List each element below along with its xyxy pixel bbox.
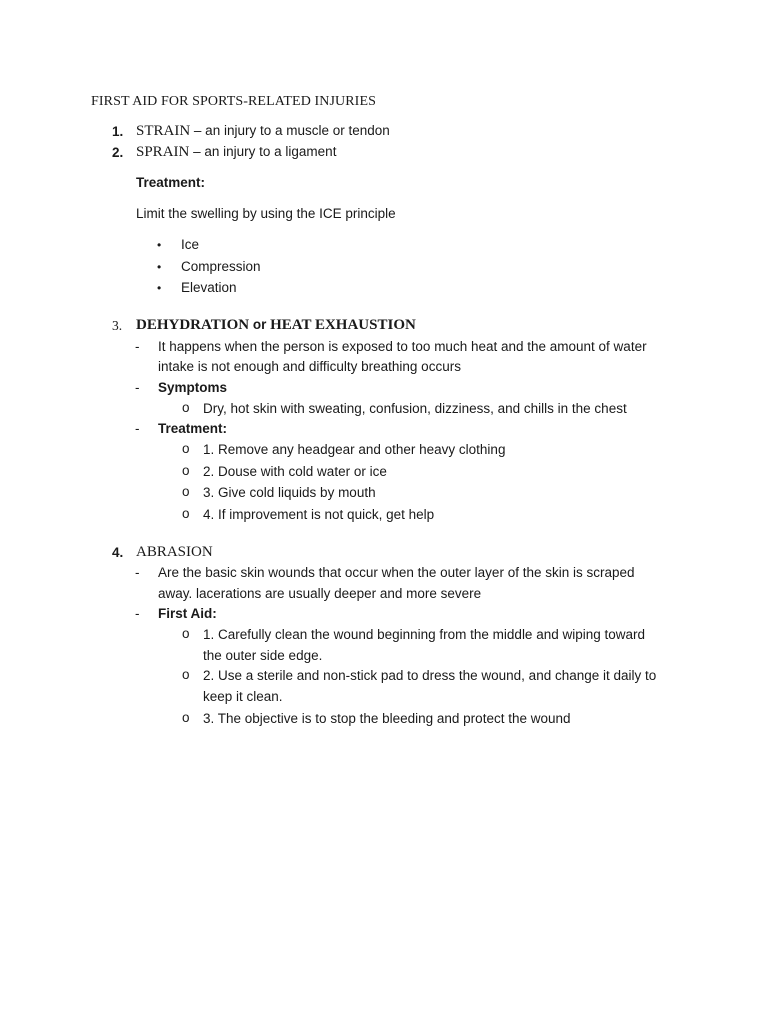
list-number: 4. — [112, 545, 124, 560]
bullet-marker: • — [157, 260, 162, 274]
circle-marker: o — [182, 441, 190, 456]
dash-marker: - — [135, 380, 140, 395]
symptoms-label: Symptoms — [158, 380, 228, 395]
dash-marker: - — [135, 339, 140, 354]
dehydration-term: DEHYDRATION — [136, 317, 250, 333]
sprain-definition — [136, 144, 336, 161]
list-number: 3. — [112, 318, 123, 333]
circle-marker: o — [182, 463, 190, 478]
dehydration-desc-line2: intake is not enough and difficulty breathing occurs — [158, 359, 461, 374]
first-aid-step-2-line1: 2. Use a sterile and non-stick pad to dress the wound, and change it daily to — [203, 668, 657, 683]
circle-marker: o — [182, 484, 190, 499]
first-aid-label: First Aid: — [158, 606, 217, 621]
strain-term: STRAIN — [136, 123, 191, 139]
treatment-step-1: 1. Remove any headgear and other heavy clothing — [203, 442, 506, 457]
dash-marker: - — [135, 565, 140, 580]
heat-exhaustion-term: HEAT EXHAUSTION — [270, 317, 416, 333]
bullet-marker: • — [157, 238, 162, 252]
strain-desc: – an injury to a muscle or tendon — [190, 123, 390, 138]
dash-marker: - — [135, 421, 140, 436]
treatment-step-3: 3. Give cold liquids by mouth — [203, 485, 376, 500]
list-number: 2. — [112, 145, 124, 160]
sprain-term: SPRAIN — [136, 144, 190, 160]
circle-marker: o — [182, 710, 190, 725]
dash-marker: - — [135, 606, 140, 621]
first-aid-step-3-line1: 3. The objective is to stop the bleeding and protect the wound — [203, 711, 571, 726]
abrasion-heading: ABRASION — [136, 544, 213, 560]
abrasion-desc-line2: away. lacerations are usually deeper and more severe — [158, 586, 482, 601]
dehydration-desc-line1: It happens when the person is exposed to too much heat and the amount of water — [158, 339, 647, 354]
dehydration-heading — [136, 317, 416, 334]
bullet-marker: • — [157, 281, 162, 295]
list-number: 1. — [112, 124, 124, 139]
circle-marker: o — [182, 626, 190, 641]
first-aid-step-2-line2: keep it clean. — [203, 689, 283, 704]
sprain-desc: – an injury to a ligament — [189, 144, 337, 159]
abrasion-desc-line1: Are the basic skin wounds that occur when the outer layer of the skin is scraped — [158, 565, 635, 580]
ice-bullet-compression: Compression — [181, 259, 261, 274]
treatment-heading: Treatment: — [136, 175, 206, 190]
first-aid-step-1-line2: the outer side edge. — [203, 648, 323, 663]
page-title: FIRST AID FOR SPORTS-RELATED INJURIES — [91, 94, 376, 109]
ice-bullet-elevation: Elevation — [181, 280, 237, 295]
strain-definition — [136, 123, 390, 140]
treatment-step-2: 2. Douse with cold water or ice — [203, 464, 387, 479]
circle-marker: o — [182, 400, 190, 415]
circle-marker: o — [182, 506, 190, 521]
list-item-strain — [112, 124, 123, 139]
list-item-sprain — [112, 145, 123, 160]
heading-connector: or — [249, 317, 271, 332]
circle-marker: o — [182, 667, 190, 682]
first-aid-step-1-line1: 1. Carefully clean the wound beginning from the middle and wiping toward — [203, 627, 646, 642]
ice-intro: Limit the swelling by using the ICE principle — [136, 206, 396, 221]
symptom-item: Dry, hot skin with sweating, confusion, dizziness, and chills in the chest — [203, 401, 627, 416]
treatment-step-4: 4. If improvement is not quick, get help — [203, 507, 435, 522]
dehydration-treatment-label: Treatment: — [158, 421, 228, 436]
ice-bullet-ice: Ice — [181, 237, 200, 252]
